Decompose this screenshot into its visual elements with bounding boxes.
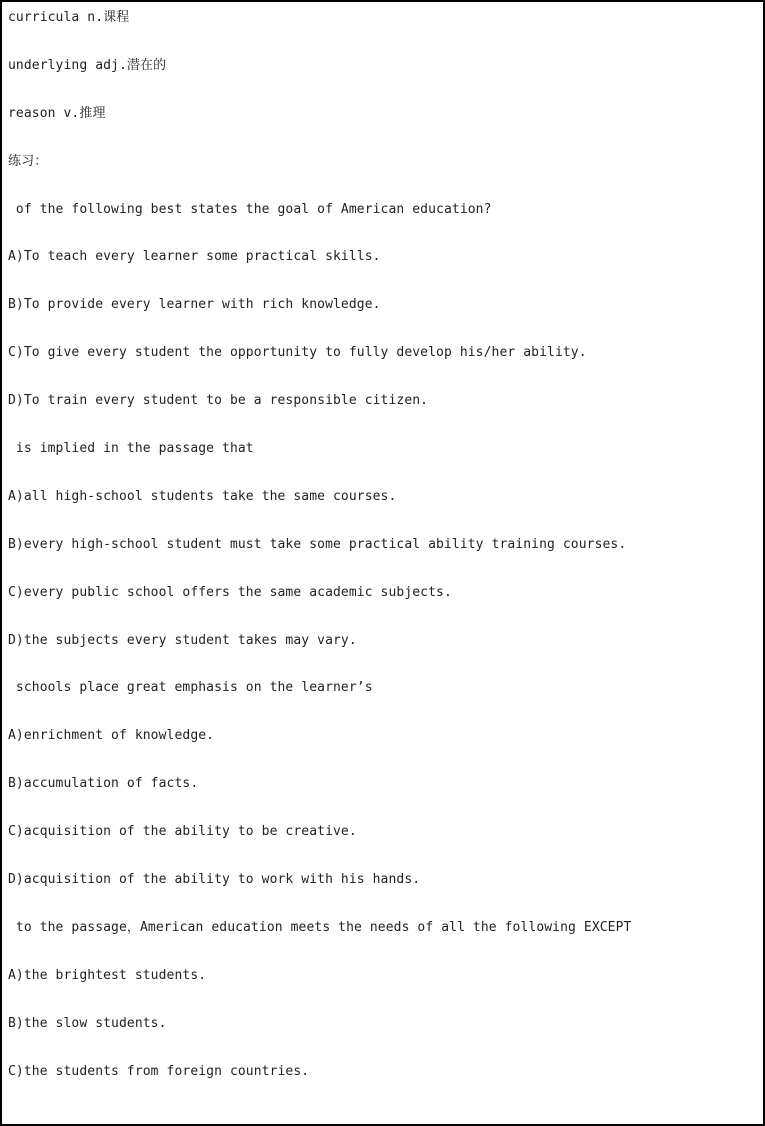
question-3-option-c: C)acquisition of the ability to be creative. <box>8 824 357 840</box>
question-2-stem: is implied in the passage that <box>8 441 254 457</box>
question-2-option-c: C)every public school offers the same academic subjects. <box>8 584 452 600</box>
question-4-stem: to the passage，American education meets the needs of all the following EXCEPT <box>8 919 632 935</box>
question-3-option-d: D)acquisition of the ability to work with his hands. <box>8 872 421 888</box>
question-4-option-b: B)the slow students. <box>8 1015 167 1031</box>
question-4-option-c: C)the students from foreign countries. <box>8 1063 310 1079</box>
question-1-option-b: B)To provide every learner with rich knowledge. <box>8 297 381 313</box>
question-1-option-c: C)To give every student the opportunity to fully develop his/her ability. <box>8 345 587 361</box>
question-3-option-a: A)enrichment of knowledge. <box>8 728 215 744</box>
question-2-option-a: A)all high-school students take the same courses. <box>8 488 397 504</box>
exercise-heading: 练习： <box>8 153 48 169</box>
vocab-line-curricula: curricula n.课程 <box>8 10 130 25</box>
question-1-option-d: D)To train every student to be a responsible citizen. <box>8 393 429 409</box>
question-3-option-b: B)accumulation of facts. <box>8 776 199 792</box>
vocab-line-reason: reason v.推理 <box>8 105 106 121</box>
question-2-option-d: D)the subjects every student takes may vary. <box>8 632 357 648</box>
question-3-stem: schools place great emphasis on the learner’s <box>8 680 373 696</box>
question-4-option-a: A)the brightest students. <box>8 967 207 983</box>
document-body <box>8 7 759 1108</box>
question-1-stem: of the following best states the goal of American education? <box>8 201 492 217</box>
question-1-option-a: A)To teach every learner some practical skills. <box>8 249 381 265</box>
vocab-line-underlying: underlying adj.潜在的 <box>8 57 167 73</box>
question-2-option-b: B)every high-school student must take some practical ability training courses. <box>8 536 627 552</box>
